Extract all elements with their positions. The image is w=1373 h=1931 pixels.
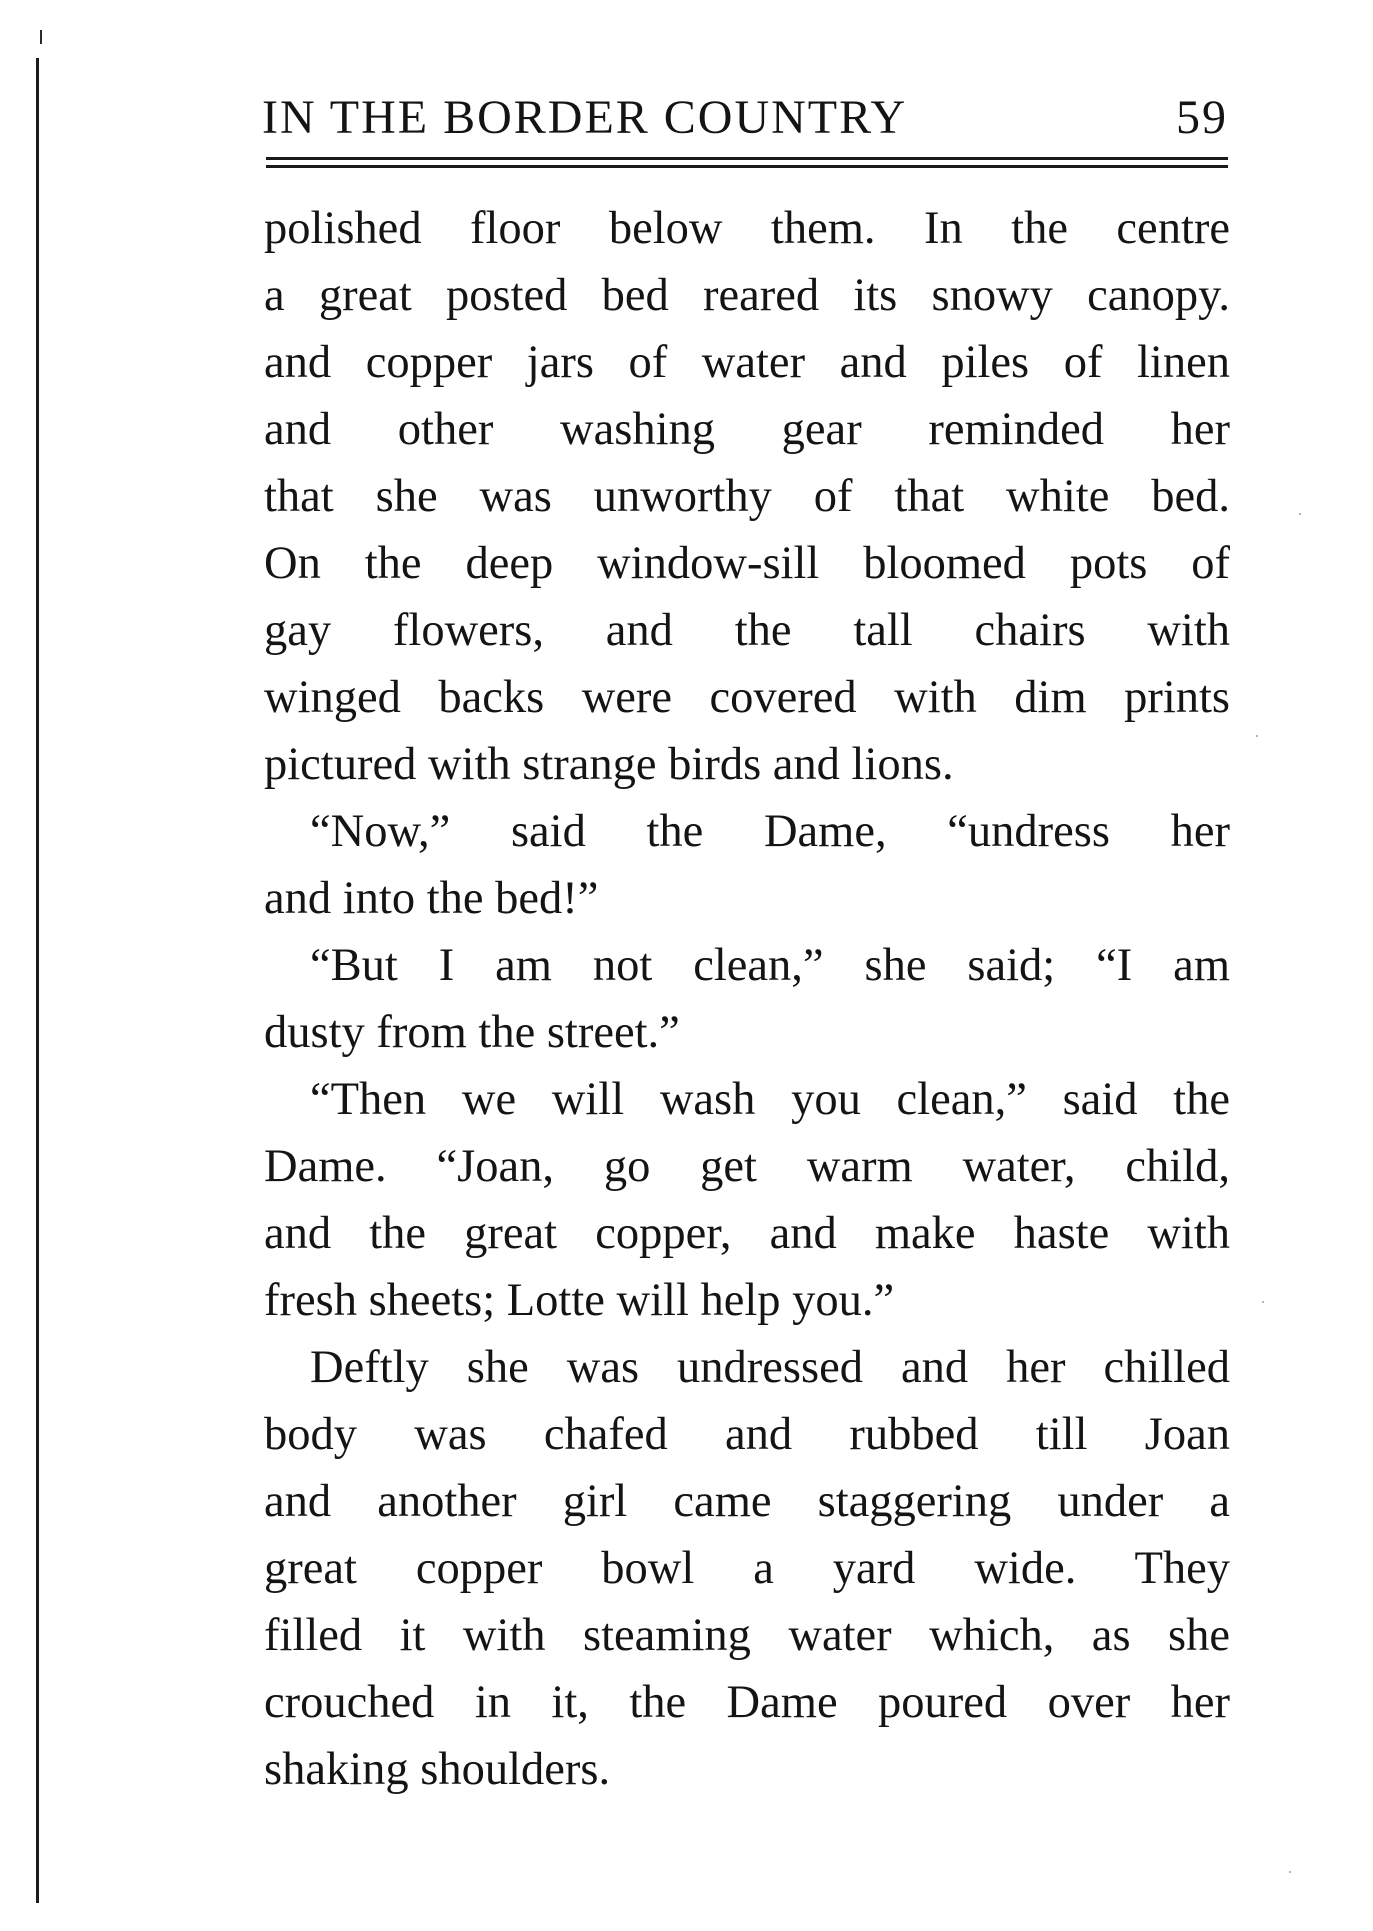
page-number: 59	[1176, 91, 1228, 144]
body-text	[264, 195, 1230, 1803]
text-line: Deftly she was undressed and her chilled	[310, 1342, 1230, 1393]
text-line: On the deep window-sill bloomed pots of	[264, 538, 1230, 589]
text-line: shaking shoulders.	[264, 1744, 611, 1795]
text-line: dusty from the street.”	[264, 1007, 680, 1058]
text-line: polished floor below them. In the centre	[264, 203, 1230, 254]
paper-speck	[1262, 1301, 1264, 1303]
text-line: a great posted bed reared its snowy canopy.	[264, 270, 1230, 321]
paper-speck	[1299, 513, 1301, 515]
header-rule-bottom	[266, 165, 1228, 168]
page-gutter-line	[36, 58, 39, 1903]
text-line: fresh sheets; Lotte will help you.”	[264, 1275, 895, 1326]
text-line: great copper bowl a yard wide. They	[264, 1543, 1230, 1594]
text-line: that she was unworthy of that white bed.	[264, 471, 1230, 522]
text-line: and other washing gear reminded her	[264, 404, 1230, 455]
text-line: “Then we will wash you clean,” said the	[310, 1074, 1230, 1125]
running-header	[262, 88, 1228, 148]
text-line: and another girl came staggering under a	[264, 1476, 1230, 1527]
text-line: “But I am not clean,” she said; “I am	[310, 940, 1230, 991]
paper-speck	[1289, 1871, 1291, 1873]
paper-speck	[1256, 735, 1258, 737]
header-rule-top	[266, 157, 1228, 160]
text-line: winged backs were covered with dim prints	[264, 672, 1230, 723]
text-line: and the great copper, and make haste with	[264, 1208, 1230, 1259]
text-line: and into the bed!”	[264, 873, 599, 924]
text-line: body was chafed and rubbed till Joan	[264, 1409, 1230, 1460]
text-line: pictured with strange birds and lions.	[264, 739, 954, 790]
text-line: Dame. “Joan, go get warm water, child,	[264, 1141, 1230, 1192]
text-line: crouched in it, the Dame poured over her	[264, 1677, 1230, 1728]
text-line: filled it with steaming water which, as she	[264, 1610, 1230, 1661]
text-line: gay flowers, and the tall chairs with	[264, 605, 1230, 656]
text-line: and copper jars of water and piles of linen	[264, 337, 1230, 388]
running-title: IN THE BORDER COUNTRY	[262, 91, 908, 144]
gutter-tick-mark	[40, 30, 42, 44]
text-line: “Now,” said the Dame, “undress her	[310, 806, 1230, 857]
